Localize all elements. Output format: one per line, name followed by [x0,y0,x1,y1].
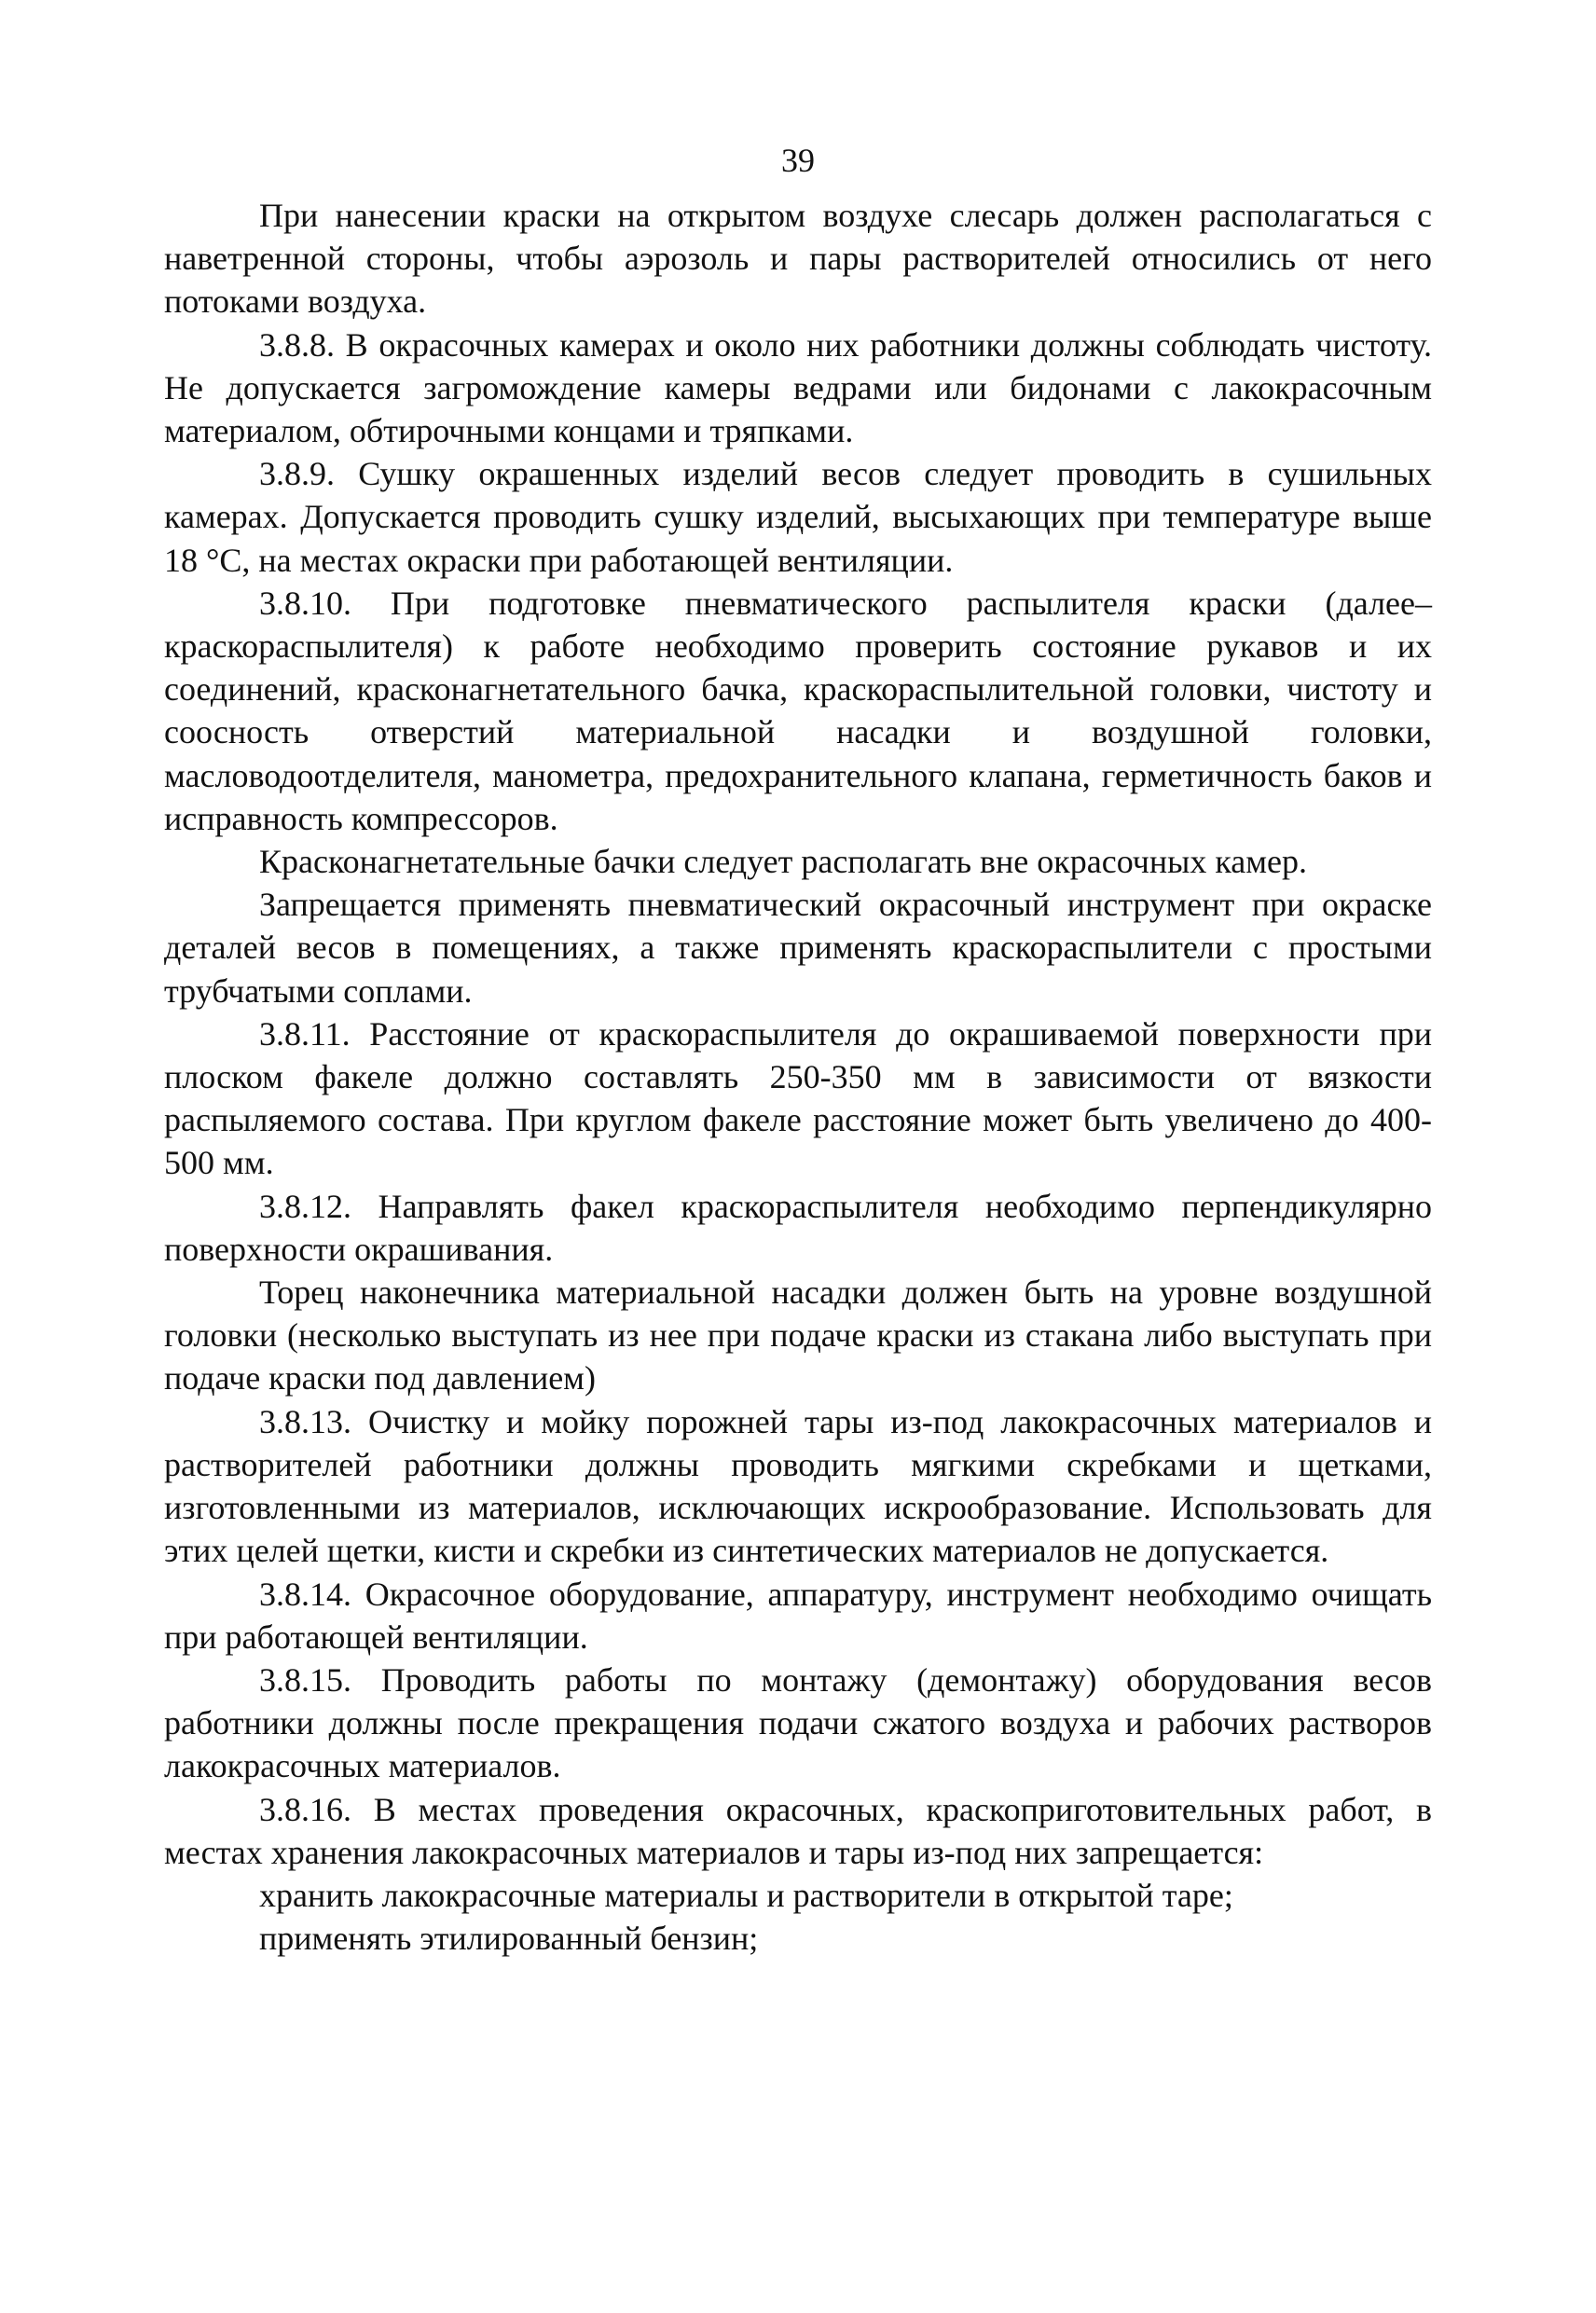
list-item: применять этилированный бензин; [259,1920,759,1958]
list-item: хранить лакокрасочные материалы и растворители в открытой таре; [259,1876,1233,1914]
document-page [164,140,1432,1960]
paragraph-3-8-8: 3.8.8. В окрасочных камерах и около них работники должны соблюдать чистоту. Не допускается загромождение камеры ведрами или бидонами с лакокрасочным материалом, обтирочными концами и тряпками. [164,325,1432,450]
paragraph-pressure-tanks: Красконагнетательные бачки следует располагать вне окрасочных камер. [259,843,1307,881]
paragraph-3-8-11: 3.8.11. Расстояние от краскораспылителя до окрашиваемой поверхности при плоском факеле должно составлять 250-350 мм в зависимости от вязкости распыляемого состава. При круглом факеле расстояние может быть увеличено до 400-500 мм. [164,1014,1432,1182]
paragraph-3-8-9: 3.8.9. Сушку окрашенных изделий весов следует проводить в сушильных камерах. Допускается проводить сушку изделий, высыхающих при температуре выше 18 °С, на местах окраски при работающей вентиляции. [164,455,1432,579]
paragraph-3-8-14: 3.8.14. Окрасочное оборудование, аппаратуру, инструмент необходимо очищать при работающей вентиляции. [164,1575,1432,1656]
paragraph-nozzle-tip: Торец наконечника материальной насадки должен быть на уровне воздушной головки (несколько выступать из нее при подаче краски из стакана либо выступать при подаче краски под давлением) [164,1274,1432,1397]
paragraph-3-8-16: 3.8.16. В местах проведения окрасочных, краскоприготовительных работ, в местах хранения лакокрасочных материалов и тары из-под них запрещается: [164,1790,1432,1871]
paragraph-prohibition-pneumatic: Запрещается применять пневматический окрасочный инструмент при окраске деталей весов в помещениях, а также применять краскораспылители с простыми трубчатыми соплами. [164,886,1432,1010]
paragraph-3-8-13: 3.8.13. Очистку и мойку порожней тары из-под лакокрасочных материалов и растворителей работники должны проводить мягкими скребками и щетками, изготовленными из материалов, исключающих искрообразование. Использовать для этих целей щетки, кисти и скребки из синтетических материалов не допускается. [164,1402,1432,1570]
page-number: 39 [781,142,815,179]
paragraph-3-8-10: 3.8.10. При подготовке пневматического распылителя краски (далее– краскораспылителя) к работе необходимо проверить состояние рукавов и их соединений, красконагнетательного бачка, краскораспылительной головки, чистоту и соосность отверстий материальной насадки и воздушной головки, масловодоотделителя, манометра, предохранительного клапана, герметичность баков и исправность компрессоров. [164,584,1432,837]
paragraph-3-8-12: 3.8.12. Направлять факел краскораспылителя необходимо перпендикулярно поверхности окрашивания. [164,1187,1432,1268]
paragraph-outdoor-painting: При нанесении краски на открытом воздухе слесарь должен располагаться с наветренной стороны, чтобы аэрозоль и пары растворителей относились от него потоками воздуха. [164,197,1432,321]
paragraph-3-8-15: 3.8.15. Проводить работы по монтажу (демонтажу) оборудования весов работники должны после прекращения подачи сжатого воздуха и рабочих растворов лакокрасочных материалов. [164,1660,1432,1785]
